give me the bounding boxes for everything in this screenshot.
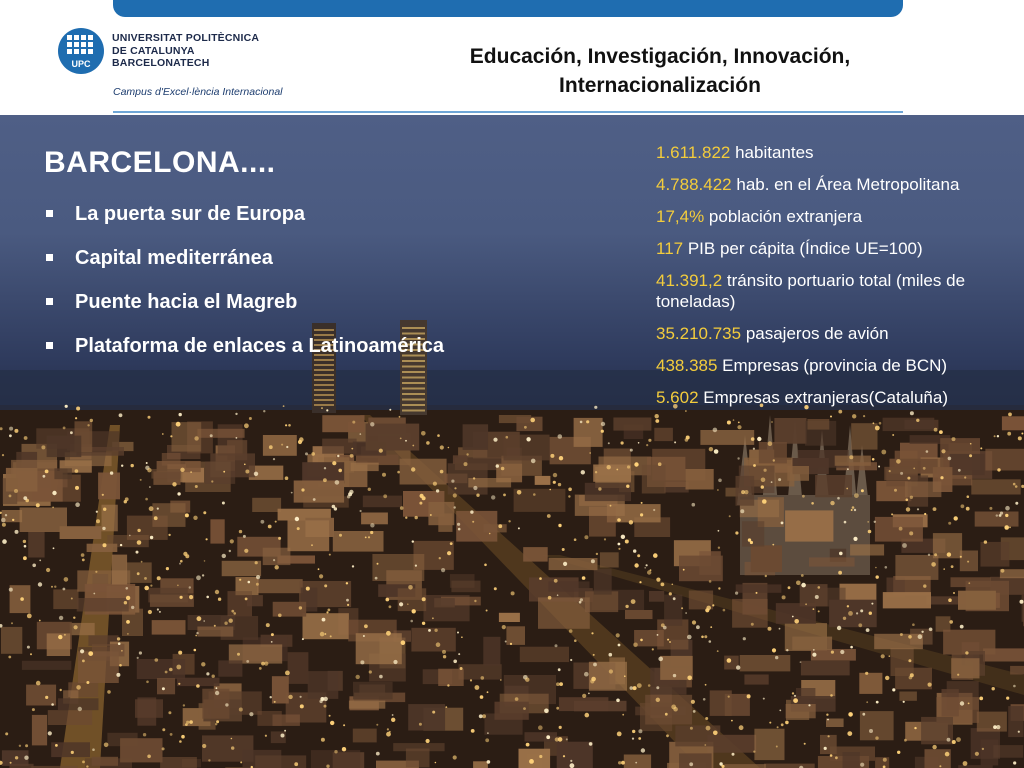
bullet-square-icon xyxy=(46,210,53,217)
list-item xyxy=(44,244,444,288)
stat-item xyxy=(656,142,1018,163)
list-item-label: La puerta sur de Europa xyxy=(75,203,306,225)
stat-item xyxy=(656,387,1018,408)
stat-label: tránsito portuario total (miles de toneladas) xyxy=(656,271,966,311)
bullet-square-icon xyxy=(46,254,53,261)
stat-value: 438.385 xyxy=(656,356,718,375)
stat-item xyxy=(656,238,1018,259)
stat-value: 41.391,2 xyxy=(656,271,723,290)
upc-logo-text xyxy=(112,32,259,70)
bullet-square-icon xyxy=(46,298,53,305)
stat-item xyxy=(656,206,1018,227)
upc-logo xyxy=(58,28,318,102)
features-list xyxy=(44,200,444,376)
stat-label: Empresas (provincia de BCN) xyxy=(717,356,948,375)
stat-value: 1.611.822 xyxy=(656,143,731,162)
stat-label: Empresas extranjeras(Cataluña) xyxy=(698,388,948,407)
top-accent-bar xyxy=(113,0,903,17)
list-item xyxy=(44,332,444,376)
list-item-label: Capital mediterránea xyxy=(75,247,273,269)
list-item xyxy=(44,288,444,332)
stat-value: 117 xyxy=(656,239,684,258)
stat-label: PIB per cápita (Índice UE=100) xyxy=(683,239,923,258)
stat-value: 4.788.422 xyxy=(656,175,732,194)
svg-text:UPC: UPC xyxy=(71,59,91,69)
logo-line: UNIVERSITAT POLITÈCNICA xyxy=(112,32,260,44)
list-item xyxy=(44,200,444,244)
upc-logo-icon xyxy=(58,28,104,74)
stat-item xyxy=(656,174,1018,195)
stat-label: población extranjera xyxy=(704,207,863,226)
logo-line: BARCELONATECH xyxy=(112,57,210,69)
header-divider xyxy=(113,111,903,113)
stat-value: 35.210.735 xyxy=(656,324,742,343)
stat-item xyxy=(656,270,1018,312)
logo-tagline: Campus d'Excel·lència Internacional xyxy=(113,86,283,98)
stat-label: pasajeros de avión xyxy=(741,324,889,343)
statistics-list xyxy=(656,142,1018,419)
list-item-label: Puente hacia el Magreb xyxy=(75,291,298,313)
stat-item xyxy=(656,355,1018,376)
logo-line: DE CATALUNYA xyxy=(112,44,195,57)
stat-value: 5.602 xyxy=(656,388,699,407)
slide-title-line: Internacionalización xyxy=(559,74,761,97)
list-item-label: Plataforma de enlaces a Latinoamérica xyxy=(75,335,445,357)
slide-title xyxy=(410,42,910,100)
city-heading: BARCELONA.... xyxy=(44,146,276,179)
stat-label: habitantes xyxy=(730,143,814,162)
stat-label: hab. en el Área Metropolitana xyxy=(731,175,960,194)
stat-item xyxy=(656,323,1018,344)
stat-value: 17,4% xyxy=(656,207,705,226)
slide-title-line: Educación, Investigación, Innovación, xyxy=(469,45,851,68)
bullet-square-icon xyxy=(46,342,53,349)
